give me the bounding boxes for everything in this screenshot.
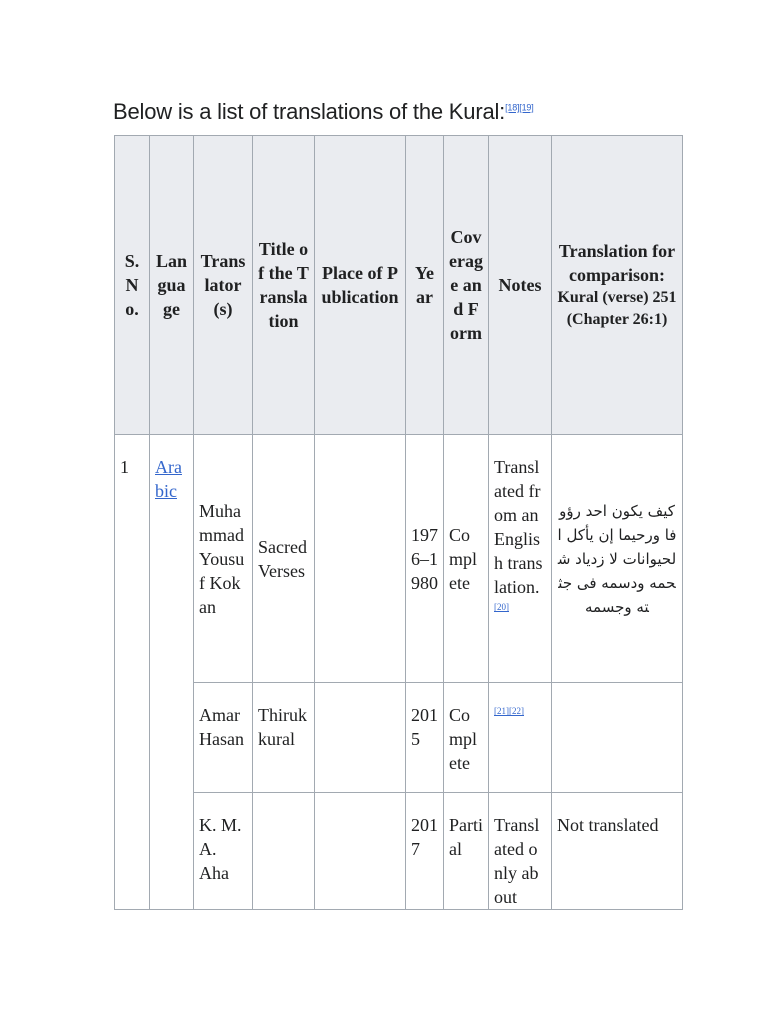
- table-row: [115, 683, 683, 793]
- cell-year: 2017: [406, 793, 444, 910]
- header-comparison[interactable]: [552, 136, 683, 435]
- cell-comparison: Not translated: [552, 793, 683, 910]
- language-arabic-link[interactable]: Arabic: [155, 457, 182, 501]
- table-row: [115, 793, 683, 910]
- cell-coverage: Complete: [444, 683, 489, 793]
- cell-coverage: Partial: [444, 793, 489, 910]
- citation-21-22-link[interactable]: [21][22]: [494, 706, 524, 716]
- intro-text: [113, 99, 534, 125]
- cell-title: [253, 793, 315, 910]
- cell-comparison: كيف يكون احد رؤوفا ورحيما إن يأكل الحيوانات لا زدياد شحمه ودسمه فى جثته وجسمه: [552, 435, 683, 683]
- notes-text: Translated from an English translation.: [494, 457, 543, 597]
- cell-place: [315, 683, 406, 793]
- header-translators[interactable]: Translator(s): [194, 136, 253, 435]
- cell-place: [315, 435, 406, 683]
- cell-coverage: Complete: [444, 435, 489, 683]
- table-header-row: [115, 136, 683, 435]
- cell-comparison: [552, 683, 683, 793]
- header-place[interactable]: Place of Publication: [315, 136, 406, 435]
- header-notes[interactable]: Notes: [489, 136, 552, 435]
- citation-18-19-link[interactable]: [18][19]: [505, 102, 534, 113]
- header-comparison-sub: Kural (verse) 251 (Chapter 26:1): [557, 289, 677, 328]
- cell-notes: [489, 435, 552, 683]
- cell-place: [315, 793, 406, 910]
- citation-20-link[interactable]: [20]: [494, 602, 509, 612]
- cell-translator: K. M. A. Aha: [194, 793, 253, 910]
- cell-translator: Muhammad Yousuf Kokan: [194, 435, 253, 683]
- header-sno[interactable]: S.No.: [115, 136, 150, 435]
- translations-table: [114, 135, 683, 910]
- cell-title: Sacred Verses: [253, 435, 315, 683]
- cell-title: Thirukkural: [253, 683, 315, 793]
- header-coverage[interactable]: Coverage and Form: [444, 136, 489, 435]
- cell-year: 1976–1980: [406, 435, 444, 683]
- cell-language: [150, 435, 194, 910]
- header-year[interactable]: Year: [406, 136, 444, 435]
- table-row: [115, 435, 683, 683]
- cell-sno: 1: [115, 435, 150, 910]
- intro-sentence: Below is a list of translations of the Kural:: [113, 99, 506, 124]
- cell-translator: Amar Hasan: [194, 683, 253, 793]
- cell-notes: [489, 683, 552, 793]
- cell-notes: Translated only about: [489, 793, 552, 910]
- header-title[interactable]: Title of the Translation: [253, 136, 315, 435]
- header-comparison-label: Translation for comparison:: [558, 241, 676, 285]
- cell-year: 2015: [406, 683, 444, 793]
- header-language[interactable]: Language: [150, 136, 194, 435]
